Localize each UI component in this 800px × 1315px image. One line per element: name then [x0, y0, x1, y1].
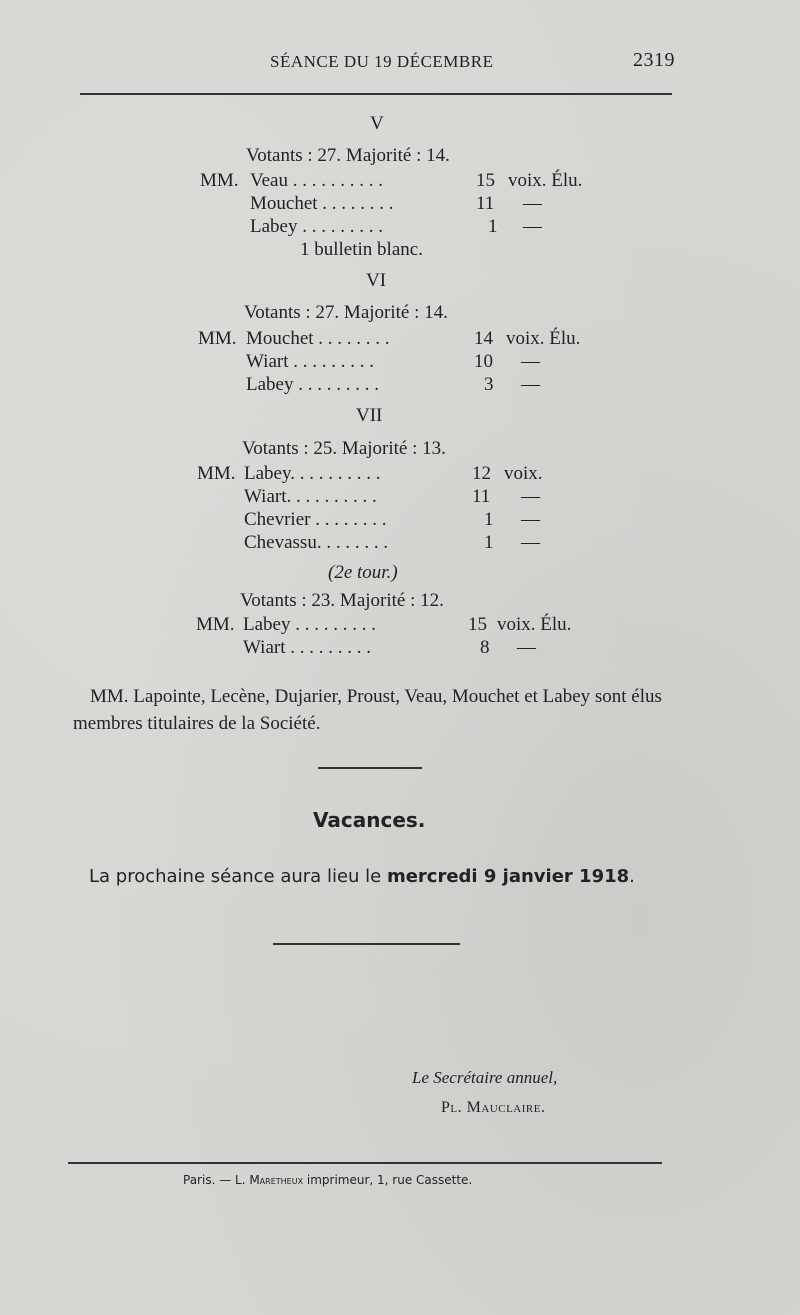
ballot-row-prefix: MM.: [198, 328, 237, 349]
ballot-votants: Votants : 27. Majorité : 14.: [244, 302, 448, 323]
printer-imprint: [183, 1173, 472, 1187]
vote-count: 8: [480, 637, 490, 658]
vote-suffix: —: [517, 637, 536, 658]
candidate-name: Mouchet . . . . . . . .: [250, 193, 394, 214]
ballot-numeral-v: V: [370, 113, 384, 134]
vote-count: 11: [472, 486, 491, 507]
ballot-votants: Votants : 27. Majorité : 14.: [246, 145, 450, 166]
vote-suffix: voix. Élu.: [506, 328, 581, 349]
vote-count: 1: [484, 532, 494, 553]
announcement-end: .: [629, 866, 635, 887]
ballot-row-prefix: MM.: [196, 614, 235, 635]
ballot-numeral-vii: VII: [356, 405, 383, 426]
candidate-name: Chevassu. . . . . . . .: [244, 532, 389, 553]
candidate-name: Wiart . . . . . . . . .: [246, 351, 374, 372]
header-rule: [80, 93, 672, 95]
vote-suffix: voix. Élu.: [508, 170, 583, 191]
signature-role: Le Secrétaire annuel,: [412, 1068, 558, 1087]
vote-count: 15: [468, 614, 487, 635]
ballot-row-prefix: MM.: [200, 170, 239, 191]
vote-count: 14: [474, 328, 493, 349]
candidate-name: Chevrier . . . . . . . .: [244, 509, 387, 530]
vote-suffix: —: [523, 216, 542, 237]
candidate-name: Labey . . . . . . . . .: [250, 216, 383, 237]
page-number: 2319: [633, 49, 675, 71]
second-round-votants: Votants : 23. Majorité : 12.: [240, 590, 444, 611]
ballot-note: 1 bulletin blanc.: [300, 239, 423, 260]
candidate-name: Labey . . . . . . . . .: [246, 374, 379, 395]
ballot-votants: Votants : 25. Majorité : 13.: [242, 438, 446, 459]
section-divider: [318, 767, 422, 769]
vote-count: 10: [474, 351, 493, 372]
candidate-name: Labey. . . . . . . . . .: [244, 463, 381, 484]
footer-rule: [68, 1162, 662, 1164]
vote-suffix: —: [521, 509, 540, 530]
vote-suffix: —: [521, 486, 540, 507]
vote-suffix: —: [521, 532, 540, 553]
printer-prefix: Paris. — L.: [183, 1173, 250, 1187]
ballot-numeral-vi: VI: [366, 270, 387, 291]
vote-suffix: —: [521, 374, 540, 395]
announcement-date: mercredi 9 janvier 1918: [386, 866, 630, 887]
candidate-name: Veau . . . . . . . . . .: [250, 170, 383, 191]
section-divider: [273, 943, 460, 945]
ballot-row-prefix: MM.: [197, 463, 236, 484]
candidate-name: Wiart. . . . . . . . . .: [244, 486, 377, 507]
vote-count: 3: [484, 374, 494, 395]
vote-suffix: voix.: [504, 463, 543, 484]
vote-suffix: voix. Élu.: [497, 614, 572, 635]
running-header-title: SÉANCE DU 19 DÉCEMBRE: [270, 52, 494, 71]
vote-count: 15: [476, 170, 495, 191]
conclusion-paragraph: MM. Lapointe, Lecène, Dujarier, Proust, Veau, Mouchet et Labey sont élus membres titulaires de la Société.: [73, 686, 662, 734]
vote-count: 11: [476, 193, 495, 214]
printer-rest: imprimeur, 1, rue Cassette.: [303, 1173, 473, 1187]
section-heading: Vacances.: [313, 808, 426, 832]
second-round-label: (2e tour.): [328, 562, 398, 583]
candidate-name: Labey . . . . . . . . .: [243, 614, 376, 635]
candidate-name: Wiart . . . . . . . . .: [243, 637, 371, 658]
announcement: [89, 866, 635, 887]
candidate-name: Mouchet . . . . . . . .: [246, 328, 390, 349]
announcement-text: La prochaine séance aura lieu le: [89, 866, 387, 887]
printer-name: Maretheux: [249, 1173, 304, 1187]
vote-suffix: —: [523, 193, 542, 214]
vote-suffix: —: [521, 351, 540, 372]
vote-count: 1: [488, 216, 498, 237]
vote-count: 1: [484, 509, 494, 530]
signature-name: Pl. Mauclaire.: [441, 1099, 546, 1116]
vote-count: 12: [472, 463, 491, 484]
